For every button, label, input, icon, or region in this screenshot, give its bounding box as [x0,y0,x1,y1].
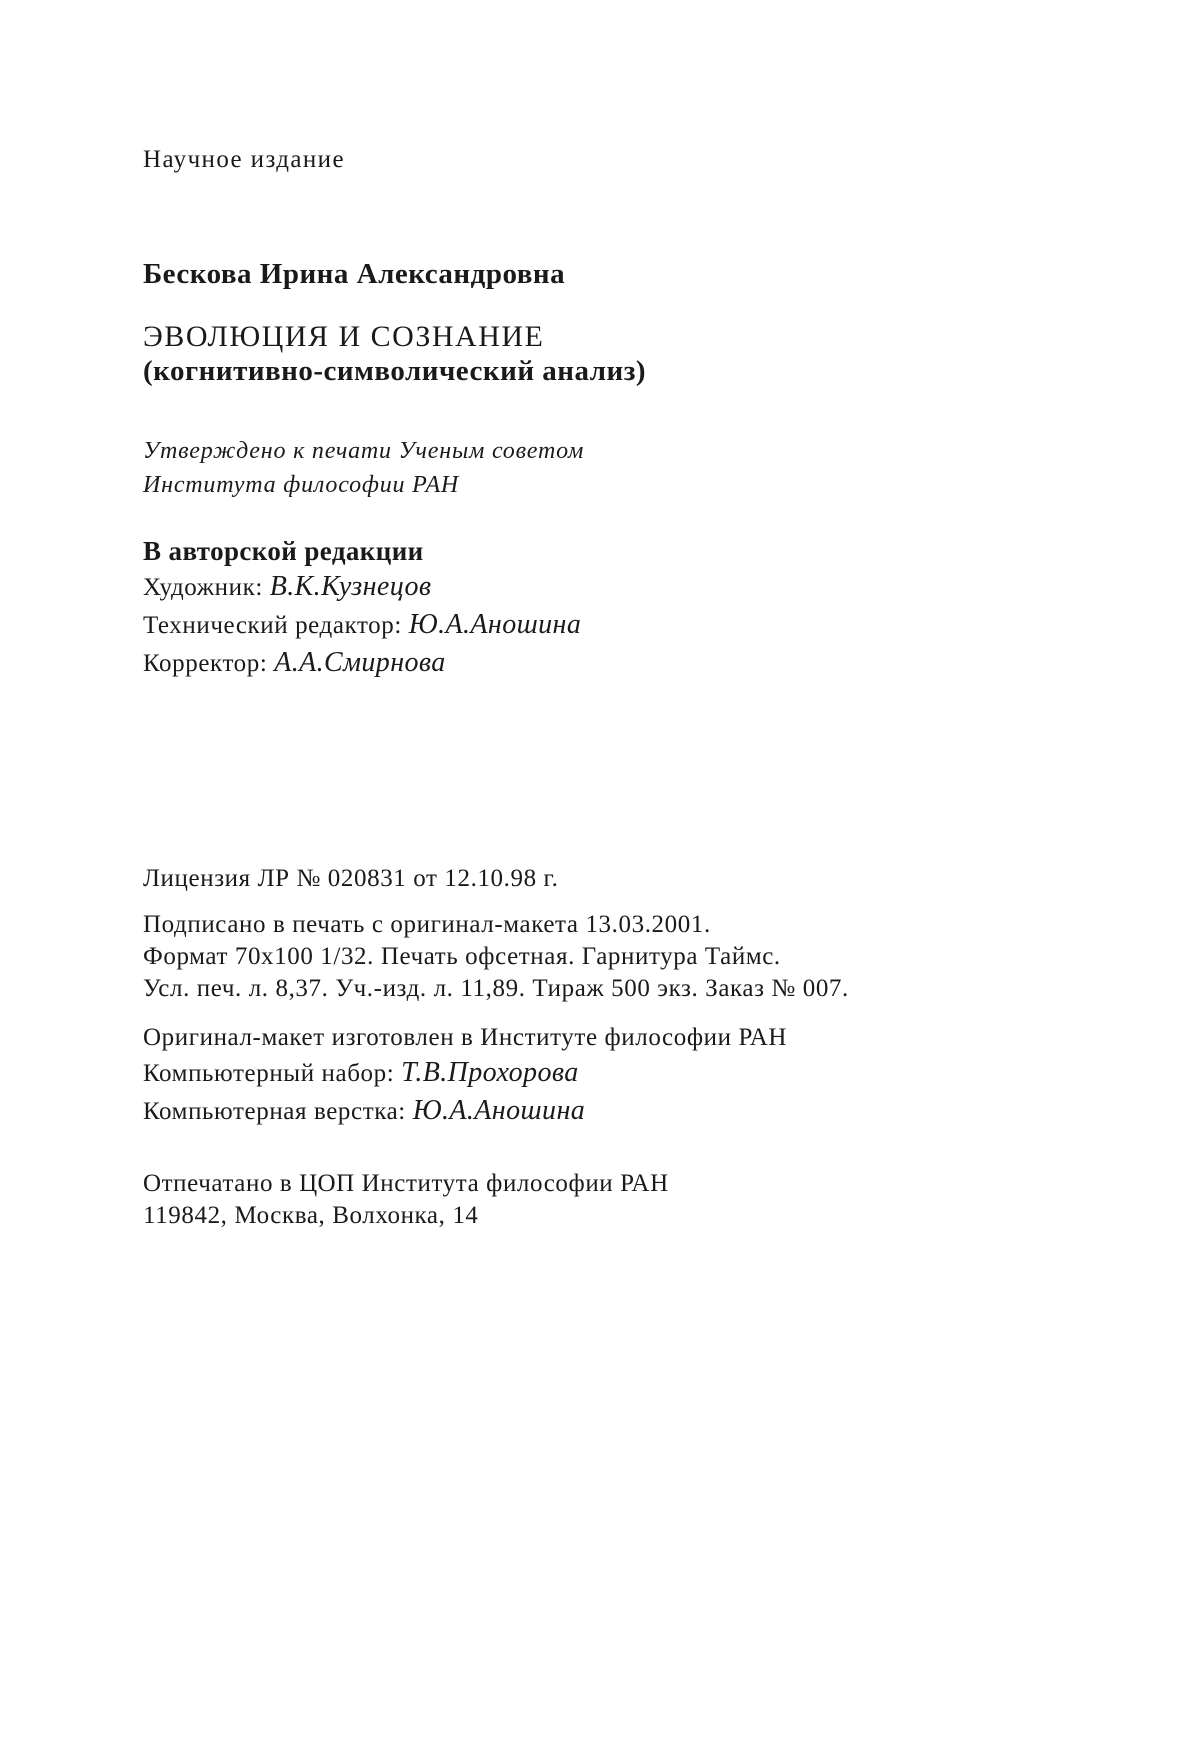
credit-technical-editor [143,606,581,644]
book-subtitle: (когнитивно-символический анализ) [143,355,647,387]
edition-type-block [143,144,345,176]
printer-line-2: 119842, Москва, Волхонка, 14 [143,1202,479,1229]
printer-line-1: Отпечатано в ЦОП Института философии РАН [143,1170,669,1197]
credit-role: Компьютерная верстка: [143,1098,406,1125]
credit-layout [143,1092,787,1130]
credit-artist [143,568,581,606]
credit-role: Технический редактор: [143,612,402,639]
edition-type: Научное издание [143,146,345,173]
editorial-block [143,534,581,682]
print-info-line-2: Формат 70х100 1/32. Печать офсетная. Гарнитура Таймс. [143,943,781,970]
editorial-heading: В авторской редакции [143,536,424,566]
credit-person: Ю.А.Аношина [408,609,582,640]
production-block [143,1022,787,1130]
credit-typesetting [143,1054,787,1092]
credit-person: В.К.Кузнецов [269,571,432,602]
approval-line-1: Утверждено к печати Ученым советом [143,438,585,464]
print-info-line-3: Усл. печ. л. 8,37. Уч.-изд. л. 11,89. Тираж 500 экз. Заказ № 007. [143,975,849,1002]
approval-block [143,434,584,502]
production-line-1: Оригинал-макет изготовлен в Институте философии РАН [143,1024,788,1051]
credit-person: А.А.Смирнова [274,647,446,678]
credit-role: Корректор: [143,650,268,677]
print-info-block [143,909,849,1005]
credit-role: Компьютерный набор: [143,1060,395,1087]
approval-line-2: Института философии РАН [143,472,460,498]
book-title: ЭВОЛЮЦИЯ И СОЗНАНИЕ [143,320,545,353]
title-block [143,320,646,388]
license-line: Лицензия ЛР № 020831 от 12.10.98 г. [143,865,559,892]
author-name: Бескова Ирина Александровна [143,258,566,290]
author-block [143,257,565,291]
credit-proofreader [143,644,581,682]
credit-person: Ю.А.Аношина [412,1095,586,1126]
license-block [143,863,558,895]
printer-block [143,1168,669,1232]
print-info-line-1: Подписано в печать с оригинал-макета 13.03.2001. [143,911,711,938]
credit-role: Художник: [143,574,263,601]
credit-person: Т.В.Прохорова [401,1057,579,1088]
